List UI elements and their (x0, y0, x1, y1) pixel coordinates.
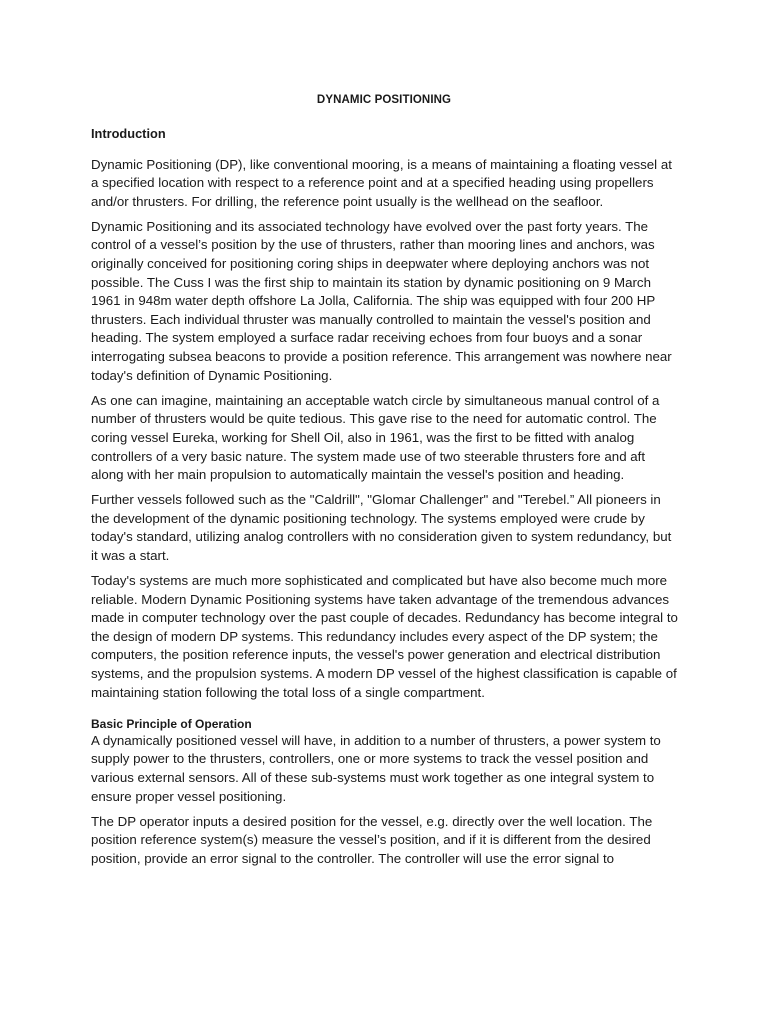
paragraph: Dynamic Positioning and its associated technology have evolved over the past forty years. The control of a vessel’s position by the use of thrusters, rather than mooring lines and anchors, was originally conceived for positioning coring ships in deepwater where deploying anchors was not possible. The Cuss I was the first ship to maintain its station by dynamic positioning on 9 March 1961 in 948m water depth offshore La Jolla, California. The ship was equipped with four 200 HP thrusters. Each individual thruster was manually controlled to maintain the vessel's position and heading. The system employed a surface radar receiving echoes from four buoys and a sonar interrogating subsea beacons to provide a position reference. This arrangement was nowhere near today's definition of Dynamic Positioning. (91, 218, 672, 383)
document-title: DYNAMIC POSITIONING (316, 94, 452, 106)
paragraph: Dynamic Positioning (DP), like conventional mooring, is a means of maintaining a floating vessel at a specified location with respect to a reference point and at a specified heading using propellers and/or thrusters. For drilling, the reference point usually is the wellhead on the seafloor. (91, 156, 672, 209)
paragraph: The DP operator inputs a desired position for the vessel, e.g. directly over the well location. The position reference system(s) measure the vessel’s position, and if it is different from the desired position, provide an error signal to the controller. The controller will use the error signal to (91, 813, 653, 866)
section-heading-basic-principle: Basic Principle of Operation (91, 716, 252, 731)
paragraph: As one can imagine, maintaining an acceptable watch circle by simultaneous manual control of a number of thrusters would be quite tedious. This gave rise to the need for automatic control. The coring vessel Eureka, working for Shell Oil, also in 1961, was the first to be fitted with analog controllers of a very basic nature. The system made use of two steerable thrusters fore and aft along with her main propulsion to automatically maintain the vessel's position and heading. (91, 392, 660, 483)
paragraph: Today's systems are much more sophisticated and complicated but have also become much more reliable. Modern Dynamic Positioning systems have taken advantage of the tremendous advances made in computer technology over the past couple of decades. Redundancy has become integral to the design of modern DP systems. This redundancy includes every aspect of the DP system; the computers, the position reference inputs, the vessel's power generation and electrical distribution systems, and the propulsion systems. A modern DP vessel of the highest classification is capable of maintaining station following the total loss of a single compartment. (91, 573, 678, 700)
section-heading-introduction: Introduction (91, 126, 166, 141)
document-body (91, 125, 681, 868)
paragraph: Further vessels followed such as the "Caldrill", "Glomar Challenger" and "Terebel.” All pioneers in the development of the dynamic positioning technology. The systems employed were crude by today's standard, utilizing analog controllers with no consideration given to system redundancy, but it was a start. (91, 492, 672, 563)
paragraph: A dynamically positioned vessel will have, in addition to a number of thrusters, a power system to supply power to the thrusters, controllers, one or more systems to track the vessel position and various external sensors. All of these sub-systems must work together as one integral system to ensure proper vessel positioning. (91, 732, 661, 804)
section-spacer (91, 709, 681, 717)
